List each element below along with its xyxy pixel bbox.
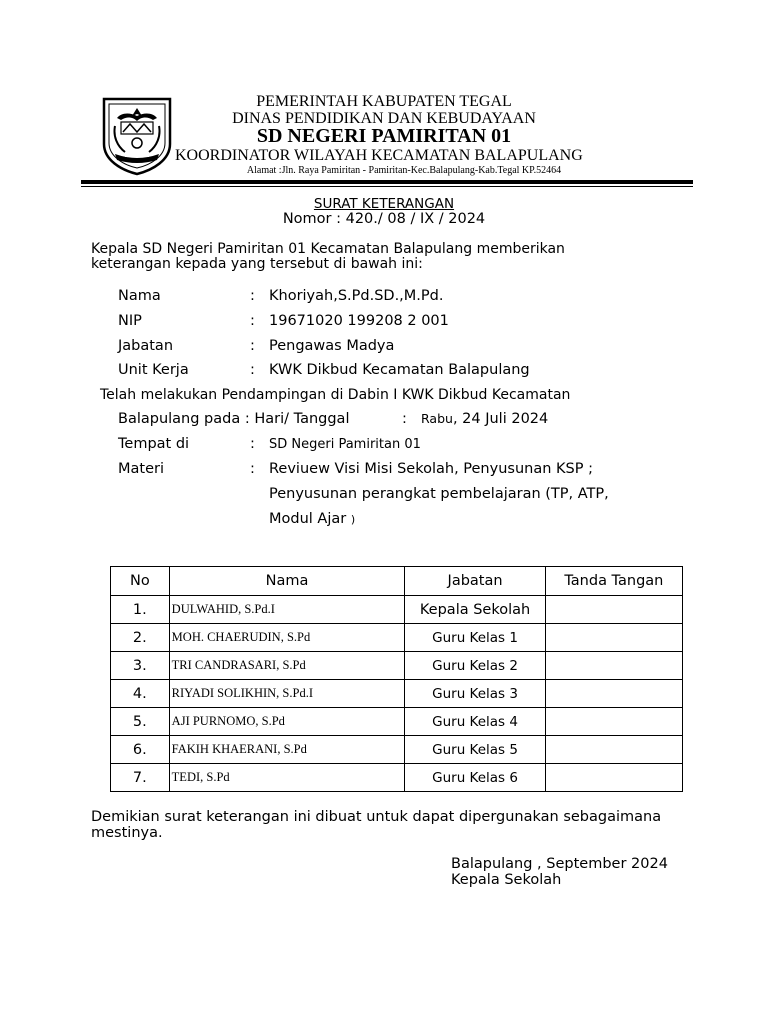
table-row [111, 624, 683, 652]
activity-date-colon: : [402, 411, 407, 427]
materi-label: Materi [118, 461, 164, 477]
table-row [111, 736, 683, 764]
row-jabatan: Guru Kelas 4 [405, 708, 545, 736]
letter-number: Nomor : 420./ 08 / IX / 2024 [282, 211, 486, 227]
nip-colon: : [250, 313, 255, 329]
row-signature-cell [545, 624, 682, 652]
tempat-value: SD Negeri Pamiritan 01 [269, 437, 421, 452]
col-header-no: No [111, 567, 170, 596]
materi-colon: : [250, 461, 255, 477]
row-jabatan: Guru Kelas 6 [405, 764, 545, 792]
table-row [111, 596, 683, 624]
row-nama: DULWAHID, S.Pd.I [169, 596, 405, 624]
nama-value: Khoriyah,S.Pd.SD.,M.Pd. [269, 288, 444, 304]
materi-line2: Penyusunan perangkat pembelajaran (TP, ATP, [269, 486, 609, 502]
letterhead-coordinator: KOORDINATOR WILAYAH KECAMATAN BALAPULANG [175, 147, 583, 164]
activity-date-label: Balapulang pada : Hari/ Tanggal [118, 411, 350, 427]
row-nama: RIYADI SOLIKHIN, S.Pd.I [169, 680, 405, 708]
nama-label: Nama [118, 288, 161, 304]
row-no: 5. [111, 708, 170, 736]
unit-kerja-value: KWK Dikbud Kecamatan Balapulang [269, 362, 530, 378]
row-signature-cell [545, 680, 682, 708]
unit-kerja-label: Unit Kerja [118, 362, 189, 378]
row-signature-cell [545, 764, 682, 792]
letterhead-divider-thin [81, 186, 693, 187]
materi-line3-text: Modul Ajar [269, 511, 347, 527]
row-signature-cell [545, 708, 682, 736]
activity-date-day: Rabu [421, 411, 453, 426]
col-header-jabatan: Jabatan [405, 567, 545, 596]
table-row [111, 652, 683, 680]
attendance-table [110, 566, 683, 792]
row-signature-cell [545, 736, 682, 764]
row-jabatan: Guru Kelas 1 [405, 624, 545, 652]
activity-date-value [421, 411, 548, 427]
tempat-label: Tempat di [118, 436, 190, 452]
jabatan-value: Pengawas Madya [269, 338, 395, 354]
row-no: 6. [111, 736, 170, 764]
table-row [111, 708, 683, 736]
row-jabatan: Kepala Sekolah [405, 596, 545, 624]
row-jabatan: Guru Kelas 3 [405, 680, 545, 708]
row-nama: FAKIH KHAERANI, S.Pd [169, 736, 405, 764]
materi-line3-close: ) [350, 513, 356, 526]
tempat-colon: : [250, 436, 255, 452]
activity-date-rest: , 24 Juli 2024 [452, 411, 549, 427]
signatory-title: Kepala Sekolah [451, 872, 562, 888]
letterhead-divider-thick [81, 180, 693, 184]
col-header-nama: Nama [169, 567, 405, 596]
nip-label: NIP [118, 313, 142, 329]
materi-line3 [269, 511, 355, 527]
letter-title: SURAT KETERANGAN [313, 196, 455, 212]
row-no: 2. [111, 624, 170, 652]
letter-intro: Kepala SD Negeri Pamiritan 01 Kecamatan Balapulang memberikan keterangan kepada yang tersebut di bawah ini: [91, 241, 565, 272]
jabatan-colon: : [250, 338, 255, 354]
letterhead-address: Alamat :Jln. Raya Pamiritan - Pamiritan-Kec.Balapulang-Kab.Tegal KP.52464 [246, 165, 562, 176]
row-nama: MOH. CHAERUDIN, S.Pd [169, 624, 405, 652]
row-nama: TRI CANDRASARI, S.Pd [169, 652, 405, 680]
row-no: 3. [111, 652, 170, 680]
activity-line1: Telah melakukan Pendampingan di Dabin I KWK Dikbud Kecamatan [100, 387, 571, 403]
row-no: 7. [111, 764, 170, 792]
row-no: 4. [111, 680, 170, 708]
place-date: Balapulang , September 2024 [451, 856, 668, 872]
row-signature-cell [545, 652, 682, 680]
signature-block [451, 856, 668, 888]
row-nama: TEDI, S.Pd [169, 764, 405, 792]
table-row [111, 764, 683, 792]
table-header-row [111, 567, 683, 596]
row-signature-cell [545, 596, 682, 624]
row-jabatan: Guru Kelas 2 [405, 652, 545, 680]
nip-value: 19671020 199208 2 001 [269, 313, 449, 329]
letterhead-department: DINAS PENDIDIKAN DAN KEBUDAYAAN [232, 110, 536, 127]
row-no: 1. [111, 596, 170, 624]
letterhead-government: PEMERINTAH KABUPATEN TEGAL [256, 93, 512, 110]
col-header-tanda-tangan: Tanda Tangan [545, 567, 682, 596]
letterhead-school-name: SD NEGERI PAMIRITAN 01 [256, 125, 512, 147]
jabatan-label: Jabatan [118, 338, 174, 354]
nama-colon: : [250, 288, 255, 304]
materi-line1: Reviuew Visi Misi Sekolah, Penyusunan KSP ; [269, 461, 593, 477]
closing-statement: Demikian surat keterangan ini dibuat untuk dapat dipergunakan sebagaimana mestinya. [91, 809, 662, 841]
row-jabatan: Guru Kelas 5 [405, 736, 545, 764]
row-nama: AJI PURNOMO, S.Pd [169, 708, 405, 736]
unit-kerja-colon: : [250, 362, 255, 378]
table-row [111, 680, 683, 708]
